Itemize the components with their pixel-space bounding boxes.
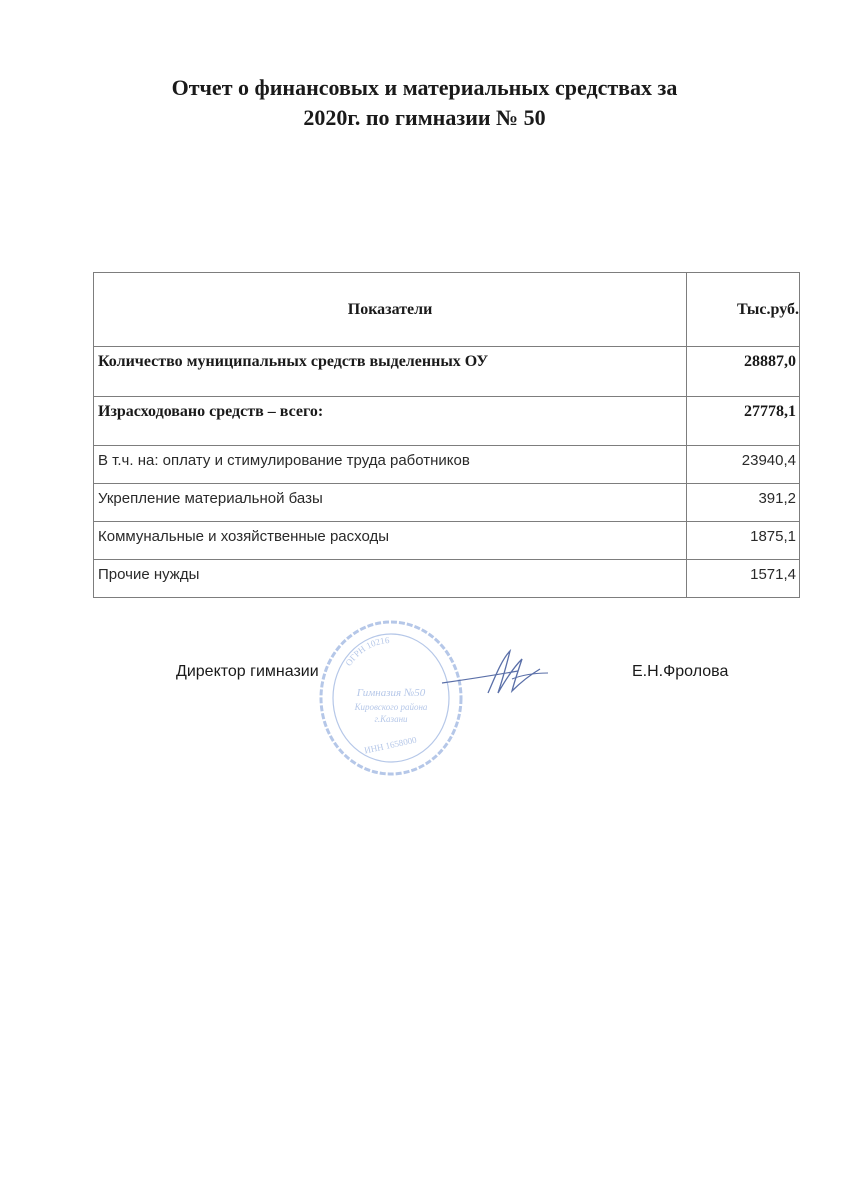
document-title [0,73,849,133]
row-value: 27778,1 [687,397,800,446]
row-value: 28887,0 [687,347,800,397]
table-row [94,397,800,446]
row-value: 391,2 [687,484,800,522]
report-table [93,272,800,598]
row-value: 23940,4 [687,446,800,484]
table-header-row [94,273,800,347]
director-position-label: Директор гимназии [176,663,319,680]
row-label: Укрепление материальной базы [94,484,687,522]
table-row [94,446,800,484]
stamp-line-3: г.Казани [374,714,408,724]
row-value: 1875,1 [687,522,800,560]
table-row [94,522,800,560]
table-row [94,560,800,598]
title-line-2: 2020г. по гимназии № 50 [303,105,546,130]
title-line-1: Отчет о финансовых и материальных средствах за [171,75,678,100]
header-indicators: Показатели [94,273,687,347]
row-label: Количество муниципальных средств выделенных ОУ [94,347,687,397]
header-thousand-rub: Тыс.руб. [687,273,800,347]
table-row [94,347,800,397]
row-label: Коммунальные и хозяйственные расходы [94,522,687,560]
row-label: Прочие нужды [94,560,687,598]
stamp-line-1: Гимназия №50 [356,687,426,699]
handwritten-signature [440,645,560,705]
stamp-inn-text: ИНН 1658000 [363,734,418,756]
director-name: Е.Н.Фролова [632,663,729,680]
row-label: Израсходовано средств – всего: [94,397,687,446]
table-row [94,484,800,522]
row-value: 1571,4 [687,560,800,598]
stamp-line-2: Кировского района [354,702,428,712]
stamp-ogrn-text: ОГРН 10216 [343,634,390,668]
row-label: В т.ч. на: оплату и стимулирование труда работников [94,446,687,484]
